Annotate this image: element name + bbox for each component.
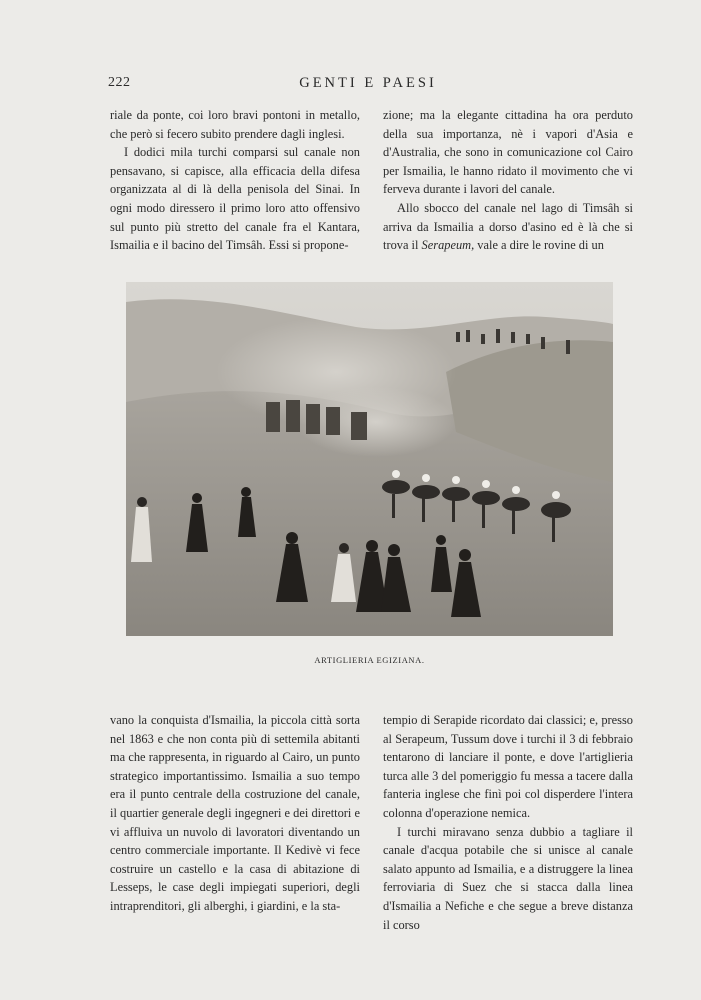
paragraph: I dodici mila turchi comparsi sul canale non pensavano, si capisce, alla efficacia della difesa organizzata al di là della penisola del Sinai. In ogni modo diressero il primo loro atto offensivo sul punto più stretto del canale fra el Kantara, Ismailia e il bacino del Timsâh. Essi si propone- — [110, 145, 360, 253]
page-number: 222 — [108, 75, 131, 90]
paragraph: zione; ma la elegante cittadina ha ora perduto della sua importanza, nè i vapori d'Asia e d'Australia, che sono in comunicazione col Cairo per Ismailia, le hanno ridato il movimento che vi ferveva durante i lavori del canale. — [383, 108, 633, 197]
paragraph-serapeum-italic: Serapeum, — [421, 238, 475, 253]
running-title: GENTI E PAESI — [299, 75, 437, 91]
photograph-egyptian-artillery — [126, 282, 613, 636]
photo-caption: ARTIGLIERIA EGIZIANA. — [314, 655, 425, 665]
column-bottom-left — [110, 711, 360, 916]
paragraph-serapeum-tail: vale a dire le rovine di un — [474, 238, 604, 253]
paragraph: riale da ponte, coi loro bravi pontoni in metallo, che però si fecero subito prendere dagli inglesi. — [110, 108, 360, 141]
column-bottom-right — [383, 711, 633, 934]
paragraph: I turchi miravano senza dubbio a tagliare il canale d'acqua potabile che si unisce al canale salato appunto ad Ismailia, e a distruggere la linea ferroviaria di Suez che si stacca dalla linea d'Ismailia a Nefiche e che segue a breve distanza il corso — [383, 824, 633, 932]
photograph-illustration — [126, 282, 613, 636]
paragraph-serapeum-text: Allo sbocco del canale nel lago di Timsâh si arriva da Ismailia a dorso d'asino ed è là che si trova il — [383, 200, 633, 253]
paragraph: tempio di Serapide ricordato dai classici; e, presso al Serapeum, Tussum dove i turchi il 3 di febbraio tentarono di lanciare il ponte, e dove l'artiglieria turca alle 3 del pomeriggio fu messa a tacere dalla fanteria inglese che finì poi col disperdere l'intera colonna d'operazione nemica. — [383, 713, 633, 820]
column-top-left — [110, 106, 360, 255]
column-top-right — [383, 106, 633, 255]
paragraph-serapeum — [383, 199, 633, 255]
paragraph: vano la conquista d'Ismailia, la piccola città sorta nel 1863 e che non conta più di settemila abitanti ma che rappresenta, in riguardo al Cairo, un punto strategico importantissimo. Ismailia a suo tempo era il punto centrale della costruzione del canale, il quartier generale degli ingegneri e dei direttori e vi affluiva un nuvolo di lavoratori diventando un centro commerciale importante. Il Kedivè vi fece costruire un castello e la casa di abitazione di Lesseps, le case degli impiegati superiori, degli intraprenditori, gli alberghi, i giardini, e la sta- — [110, 713, 360, 913]
column-top-right-paragraphs — [383, 106, 633, 199]
page-header — [108, 75, 628, 95]
